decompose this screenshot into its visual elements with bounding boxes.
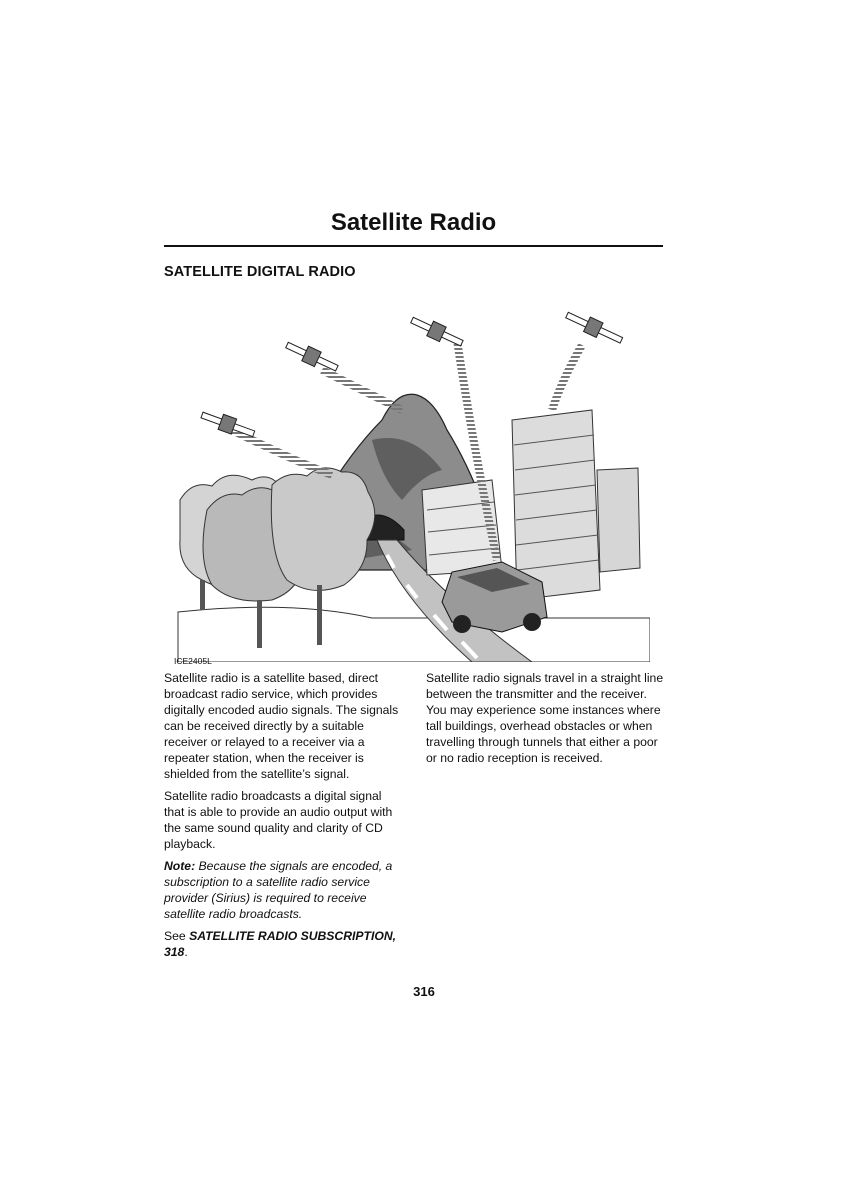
- note: [164, 858, 402, 922]
- building-tall: [512, 410, 600, 600]
- satellite-2: [284, 338, 341, 376]
- right-column: [426, 670, 664, 772]
- note-label: Note:: [164, 859, 196, 873]
- left-column: [164, 670, 402, 966]
- note-text: Because the signals are encoded, a subscription to a satellite radio service provider (Sirius) is required to receive satellite radio broadcasts.: [164, 859, 393, 921]
- tree-right: [271, 468, 374, 591]
- title-rule: [164, 245, 663, 247]
- body-paragraph: Satellite radio broadcasts a digital signal that is able to provide an audio output with the same sound quality and clarity of CD playback.: [164, 789, 393, 851]
- figure-code: ICE2405L: [174, 656, 212, 666]
- xref-suffix: .: [184, 945, 188, 959]
- cross-reference: [164, 928, 402, 960]
- satellite-radio-illustration: [172, 300, 650, 662]
- body-paragraph: Satellite radio signals travel in a straight line between the transmitter and the receiver. You may experience some instances where tall buildings, overhead obstacles or when travelling through tunnels that either a poor or no radio reception is received.: [426, 671, 664, 765]
- building-right: [597, 468, 640, 572]
- satellite-4: [564, 308, 625, 348]
- page-title: Satellite Radio: [330, 209, 497, 236]
- xref-prefix: See: [164, 929, 190, 943]
- section-heading: SATELLITE DIGITAL RADIO: [164, 264, 356, 280]
- xref-link[interactable]: SATELLITE RADIO SUBSCRIPTION, 318: [164, 929, 397, 959]
- page-number: 316: [413, 984, 435, 999]
- body-paragraph: Satellite radio is a satellite based, direct broadcast radio service, which provides digitally encoded audio signals. The signals can be received directly by a suitable receiver or relayed to a receiver via a repeater station, when the receiver is shielded from the satellite’s signal.: [164, 671, 399, 781]
